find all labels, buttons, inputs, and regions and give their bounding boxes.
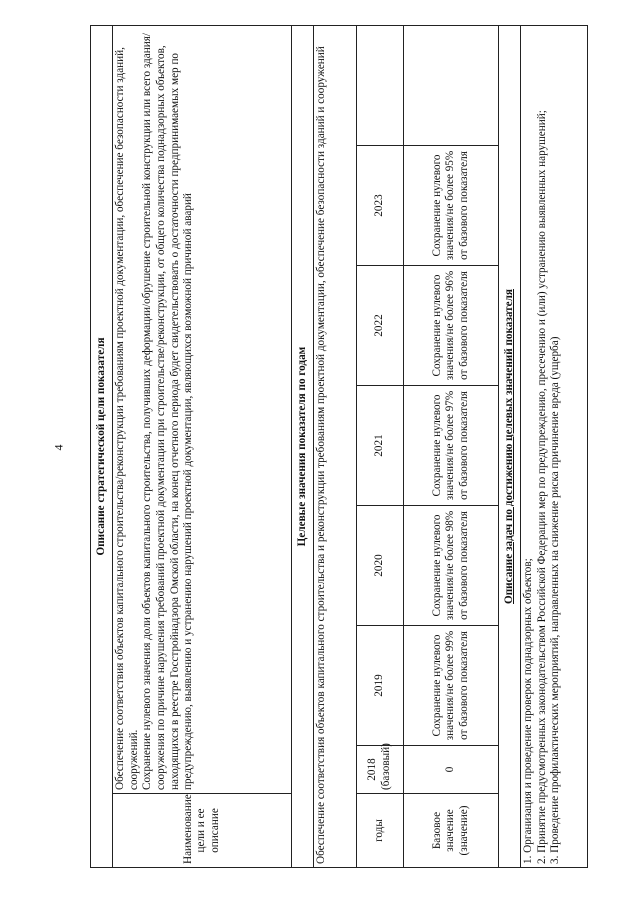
task-item: 3. Проведение профилактических мероприятий, направленных на снижение риска причинение вреда (ущерба) <box>549 336 562 864</box>
tasks-header: Описание задач по достижению целевых значений показателя <box>499 26 521 868</box>
value-2023: Сохранение нулевого значения/не более 95% от базового показателя <box>404 146 499 266</box>
page-number: 4 <box>51 444 66 451</box>
year-2018: 2018 (базовый) <box>357 746 404 794</box>
year-2021: 2021 <box>357 386 404 506</box>
value-2019: Сохранение нулевого значения/не более 99% от базового показателя <box>404 626 499 746</box>
goal-description-line-1: Обеспечение соответствия объектов капитального строительства/реконструкции требованиям проектной документации, обеспечение безопасности зданий, сооружений. <box>114 47 140 790</box>
targets-description: Обеспечение соответствия объектов капитального строительства и реконструкции требованиям проектной документации, обеспечение безопасности зданий и сооружений <box>314 26 357 868</box>
task-item: 2. Принятие предусмотренных законодательством Российской Федерации мер по предупреждению, пресечению и (или) устранению выявленных нарушений; <box>535 110 548 864</box>
goal-description-line-2: Сохранение нулевого значения доли объектов капитального строительства, получивших деформации/обрушение строительной конструкции или всего здания/сооружения по причине нарушения требований проектной документации при строительстве/реконструкции, от общего количества поднадзорных объектов, находящихся в реестре Госстройнадзора Омской области, на конец отчетного периода будет свидетельствовать о достаточности предпринимаемых мер по предупреждению, выявлению и устранению нарушений проектной документации, являющихся возможной причиной аварий <box>141 33 195 790</box>
year-2022: 2022 <box>357 266 404 386</box>
task-item: 1. Организация и проведение проверок поднадзорных объектов; <box>522 558 534 864</box>
base-value-label: Базовое значение (значение) <box>404 794 499 868</box>
year-2023: 2023 <box>357 146 404 266</box>
year-2019: 2019 <box>357 626 404 746</box>
value-2018: 0 <box>404 746 499 794</box>
tasks-list <box>521 26 588 868</box>
goal-description <box>113 26 292 794</box>
value-2020: Сохранение нулевого значения/не более 98% от базового показателя <box>404 506 499 626</box>
value-2022: Сохранение нулевого значения/не более 96% от базового показателя <box>404 266 499 386</box>
spacer-cell <box>357 26 404 146</box>
rotated-sheet <box>90 26 635 868</box>
goal-name-label: Наименование цели и ее описание <box>113 794 292 868</box>
indicator-table <box>90 25 588 868</box>
year-2020: 2020 <box>357 506 404 626</box>
value-2021: Сохранение нулевого значения/не более 97% от базового показателя <box>404 386 499 506</box>
targets-header: Целевые значения показателя по годам <box>292 26 314 868</box>
years-label: годы <box>357 794 404 868</box>
strategic-header: Описание стратегической цели показателя <box>91 26 113 868</box>
spacer-cell <box>404 26 499 146</box>
